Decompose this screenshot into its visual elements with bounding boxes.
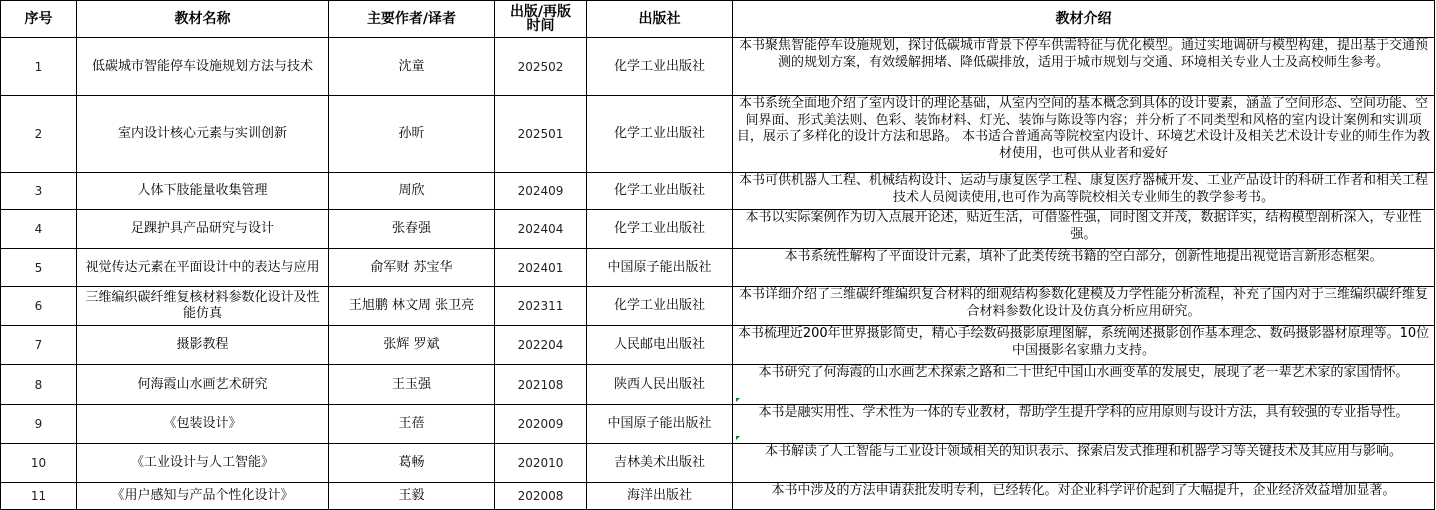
cell-intro [733, 444, 1435, 483]
cell-publisher [587, 287, 733, 326]
cell-author-text: 张春强 [391, 221, 431, 236]
header-date: 出版/再版时间 [495, 1, 587, 38]
cell-date-text: 202010 [517, 456, 564, 470]
cell-marker-icon [736, 398, 740, 402]
cell-index-text: 6 [34, 299, 43, 313]
cell-author [329, 483, 495, 510]
cell-author [329, 38, 495, 96]
cell-title [77, 444, 329, 483]
header-title: 教材名称 [77, 1, 329, 38]
cell-author [329, 326, 495, 365]
table-row [1, 444, 1435, 483]
table-row [1, 210, 1435, 249]
cell-author-text: 葛畅 [398, 455, 425, 470]
cell-publisher [587, 96, 733, 173]
cell-publisher-text: 吉林美术出版社 [613, 455, 705, 470]
cell-author [329, 96, 495, 173]
cell-publisher [587, 326, 733, 365]
cell-intro [733, 96, 1435, 173]
cell-intro-text: 本书研究了何海霞的山水画艺术探索之路和二十世纪中国山水画变革的发展史，展现了老一辈艺术家的家国情怀。 [758, 365, 1409, 380]
cell-intro [733, 365, 1435, 405]
cell-date-text: 202009 [517, 417, 564, 431]
cell-date [495, 405, 587, 444]
cell-title [77, 173, 329, 210]
cell-author [329, 210, 495, 249]
cell-date-text: 202404 [517, 222, 564, 236]
cell-intro [733, 483, 1435, 510]
cell-date [495, 96, 587, 173]
table-row [1, 173, 1435, 210]
cell-author [329, 365, 495, 405]
cell-index [1, 173, 77, 210]
cell-author [329, 287, 495, 326]
cell-publisher-text: 中国原子能出版社 [607, 416, 712, 431]
cell-date-text: 202502 [517, 59, 564, 74]
cell-index [1, 287, 77, 326]
table-row [1, 287, 1435, 326]
cell-date [495, 483, 587, 510]
header-index: 序号 [1, 1, 77, 38]
cell-index-text: 4 [34, 222, 43, 236]
cell-author [329, 249, 495, 287]
cell-title [77, 38, 329, 96]
cell-title [77, 287, 329, 326]
cell-title [77, 326, 329, 365]
cell-date-text: 202008 [517, 489, 564, 503]
cell-author-text: 王毅 [398, 488, 425, 503]
table-row [1, 249, 1435, 287]
cell-title [77, 483, 329, 510]
cell-publisher-text: 中国原子能出版社 [607, 259, 712, 275]
cell-date [495, 287, 587, 326]
cell-date [495, 326, 587, 365]
cell-intro [733, 38, 1435, 96]
cell-intro-text: 本书是融实用性、学术性为一体的专业教材，帮助学生提升学科的应用原则与设计方法，具有较强的专业指导性。 [758, 405, 1409, 420]
cell-publisher [587, 405, 733, 444]
cell-intro [733, 405, 1435, 444]
cell-date-text: 202311 [517, 299, 564, 313]
cell-publisher [587, 210, 733, 249]
cell-publisher [587, 249, 733, 287]
cell-intro-text: 本书可供机器人工程、机械结构设计、运动与康复医学工程、康复医疗器械开发、工业产品设计的科研工作者和相关工程技术人员阅读使用,也可作为高等院校相关专业师生的教学参考书。 [738, 173, 1428, 205]
cell-index-text: 10 [30, 456, 47, 470]
cell-title [77, 96, 329, 173]
cell-title [77, 405, 329, 444]
cell-title-text: 人体下肢能量收集管理 [137, 183, 268, 198]
cell-publisher [587, 444, 733, 483]
cell-author-text: 王旭鹏 林文周 张卫亮 [348, 298, 475, 313]
cell-index-text: 9 [34, 417, 43, 431]
header-row [1, 1, 1435, 38]
cell-title-text: 视觉传达元素在平面设计中的表达与应用 [85, 259, 320, 275]
cell-index-text: 3 [34, 184, 43, 198]
cell-intro-text: 本书解读了人工智能与工业设计领域相关的知识表示、探索启发式推理和机器学习等关键技术及其应用与影响。 [764, 444, 1402, 459]
cell-intro-text: 本书详细介绍了三维碳纤维编织复合材料的细观结构参数化建模及力学性能分析流程，补充了国内对于三维编织碳纤维复合材料参数化设计及仿真分析应用研究。 [738, 287, 1428, 319]
cell-publisher-text: 海洋出版社 [626, 488, 692, 503]
cell-author-text: 孙昕 [398, 126, 425, 141]
cell-intro-text: 本书梳理近200年世界摄影简史，精心手绘数码摄影原理图解，系统阐述摄影创作基本理念、数码摄影器材原理等。10位中国摄影名家鼎力支持。 [737, 326, 1430, 358]
cell-index [1, 326, 77, 365]
cell-title-text: 足踝护具产品研究与设计 [130, 221, 274, 236]
cell-intro-text: 本书系统全面地介绍了室内设计的理论基础，从室内空间的基本概念到具体的设计要素，涵盖了空间形态、空间功能、空间界面、形式美法则、色彩、装饰材料、灯光、装饰与陈设等内容；并分析了不同类型和风格的室内设计案例和实训项目，展示了多样化的设计方法和思路。 本书适合普通高等院校室内设计、环境艺术设计及相关艺术设计专业的师生作为教材使用，也可供从业者和爱好 [736, 96, 1431, 161]
cell-publisher [587, 483, 733, 510]
cell-index [1, 249, 77, 287]
cell-title-text: 摄影教程 [176, 337, 229, 352]
cell-publisher-text: 化学工业出版社 [613, 221, 705, 236]
cell-title [77, 210, 329, 249]
cell-title-text: 《工业设计与人工智能》 [130, 455, 274, 470]
cell-intro [733, 249, 1435, 287]
cell-title-text: 《包装设计》 [163, 416, 242, 431]
table-row [1, 96, 1435, 173]
cell-title [77, 365, 329, 405]
cell-publisher-text: 化学工业出版社 [613, 126, 705, 141]
cell-date-text: 202401 [517, 260, 564, 275]
cell-title-text: 三维编织碳纤维复核材料参数化设计及性能仿真 [85, 290, 320, 321]
cell-author-text: 沈童 [398, 58, 425, 74]
cell-title-text: 低碳城市智能停车设施规划方法与技术 [91, 58, 313, 74]
header-intro: 教材介绍 [733, 1, 1435, 38]
cell-index [1, 444, 77, 483]
table-row [1, 365, 1435, 405]
cell-date-text: 202108 [517, 377, 564, 392]
cell-date [495, 444, 587, 483]
cell-intro-text: 本书以实际案例作为切入点展开论述，贴近生活，可借鉴性强，同时图文并茂，数据详实，结构模型剖析深入，专业性强。 [745, 210, 1422, 242]
cell-publisher-text: 化学工业出版社 [613, 298, 705, 313]
cell-date [495, 38, 587, 96]
cell-publisher-text: 人民邮电出版社 [613, 337, 705, 352]
table-row [1, 38, 1435, 96]
cell-index [1, 96, 77, 173]
cell-index [1, 405, 77, 444]
cell-intro [733, 210, 1435, 249]
cell-author [329, 173, 495, 210]
cell-publisher [587, 38, 733, 96]
cell-intro-text: 本书系统性解构了平面设计元素，填补了此类传统书籍的空白部分，创新性地提出视觉语言新形态框架。 [784, 249, 1383, 264]
cell-date-text: 202409 [517, 184, 564, 198]
cell-date [495, 365, 587, 405]
cell-intro [733, 287, 1435, 326]
cell-index [1, 38, 77, 96]
cell-index [1, 210, 77, 249]
cell-publisher-text: 化学工业出版社 [613, 183, 705, 198]
cell-author-text: 王玉强 [391, 376, 431, 392]
cell-publisher [587, 365, 733, 405]
cell-publisher-text: 化学工业出版社 [613, 58, 705, 74]
table-row [1, 326, 1435, 365]
cell-index-text: 1 [34, 59, 43, 74]
cell-author-text: 王蓓 [398, 416, 425, 431]
cell-date [495, 210, 587, 249]
cell-author [329, 444, 495, 483]
cell-index-text: 11 [30, 489, 47, 503]
cell-author-text: 周欣 [398, 183, 425, 198]
header-publisher: 出版社 [587, 1, 733, 38]
cell-marker-icon [736, 436, 740, 440]
cell-intro-text: 本书中涉及的方法申请获批发明专利，已经转化。对企业科学评价起到了大幅提升，企业经济效益增加显著。 [771, 483, 1396, 498]
table-row [1, 483, 1435, 510]
cell-index-text: 5 [34, 260, 43, 275]
table-row [1, 405, 1435, 444]
cell-title-text: 室内设计核心元素与实训创新 [117, 126, 287, 141]
cell-intro-text: 本书聚焦智能停车设施规划，探讨低碳城市背景下停车供需特征与优化模型。通过实地调研与模型构建，提出基于交通预测的规划方案，有效缓解拥堵、降低碳排放，适用于城市规划与交通、环境相关专业人士及高校师生参考。 [738, 38, 1428, 70]
cell-title-text: 《用户感知与产品个性化设计》 [111, 488, 294, 503]
cell-author [329, 405, 495, 444]
cell-index [1, 365, 77, 405]
cell-index [1, 483, 77, 510]
cell-intro [733, 173, 1435, 210]
cell-title [77, 249, 329, 287]
cell-title-text: 何海霞山水画艺术研究 [137, 376, 268, 392]
cell-author-text: 张辉 罗斌 [383, 337, 440, 352]
cell-date [495, 249, 587, 287]
cell-index-text: 7 [34, 338, 43, 352]
cell-index-text: 2 [34, 127, 43, 141]
cell-publisher-text: 陕西人民出版社 [613, 376, 705, 392]
cell-date [495, 173, 587, 210]
cell-author-text: 俞军财 苏宝华 [370, 259, 453, 275]
cell-publisher [587, 173, 733, 210]
cell-date-text: 202501 [517, 127, 564, 141]
header-author: 主要作者/译者 [329, 1, 495, 38]
cell-date-text: 202204 [517, 338, 564, 352]
cell-index-text: 8 [34, 377, 43, 392]
cell-intro [733, 326, 1435, 365]
